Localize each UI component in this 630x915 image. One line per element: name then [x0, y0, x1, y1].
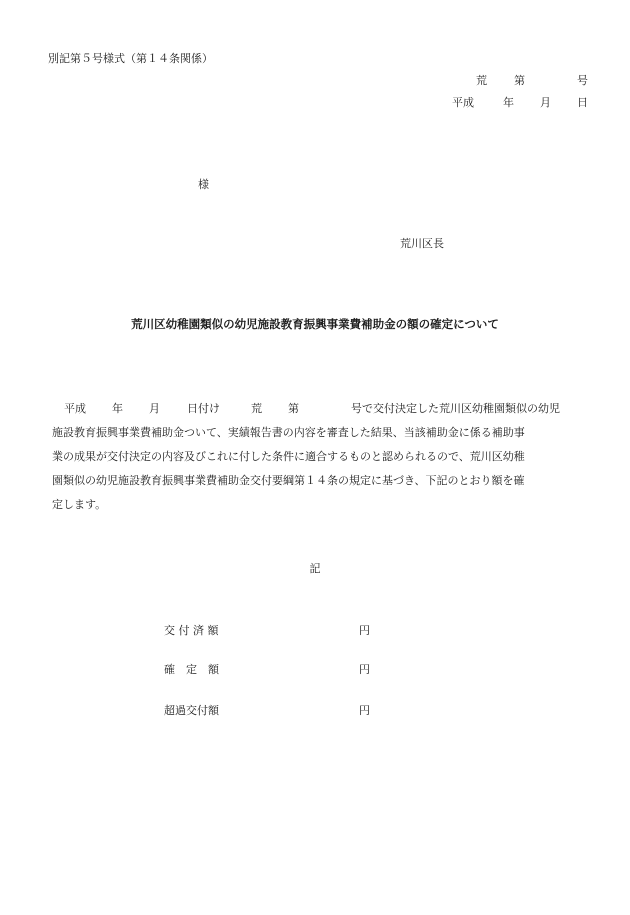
issuer: 荒川区長 — [400, 237, 444, 250]
body-line-5: 定します。 — [52, 498, 107, 511]
amount-label-confirmed: 確 定 額 — [164, 663, 219, 676]
reference-dai: 第 — [514, 74, 525, 87]
amount-label-excess: 超過交付額 — [164, 704, 219, 717]
date-year: 年 — [503, 96, 514, 109]
body-era: 平成 — [64, 402, 86, 415]
date-day: 日 — [577, 96, 588, 109]
amount-unit-excess: 円 — [359, 704, 370, 717]
date-era: 平成 — [452, 96, 474, 109]
body-line-3: 業の成果が交付決定の内容及びこれに付した条件に適合するものと認められるので、荒川区幼稚 — [52, 450, 525, 463]
amount-unit-paid: 円 — [359, 624, 370, 637]
document-title: 荒川区幼稚園類似の幼児施設教育振興事業費補助金の額の確定について — [131, 317, 499, 331]
body-paragraph — [52, 397, 592, 517]
form-label: 別記第５号様式（第１４条関係） — [48, 52, 213, 65]
addressee: 様 — [198, 178, 209, 191]
body-line-4: 園類似の幼児施設教育振興事業費補助金交付要綱第１４条の規定に基づき、下記のとおり額を確 — [52, 474, 525, 487]
body-year: 年 — [112, 402, 123, 415]
body-prefix: 荒 — [251, 402, 262, 415]
reference-go: 号 — [577, 74, 588, 87]
body-line-1 — [52, 397, 592, 421]
body-dai: 第 — [288, 402, 299, 415]
ki-heading: 記 — [309, 562, 321, 575]
body-month: 月 — [149, 402, 160, 415]
body-line-2: 施設教育振興事業費補助金ついて、実績報告書の内容を審査した結果、当該補助金に係る補助事 — [52, 426, 525, 439]
body-dated: 日付け — [187, 402, 220, 415]
date-month: 月 — [540, 96, 551, 109]
reference-prefix: 荒 — [476, 74, 487, 87]
amount-unit-confirmed: 円 — [359, 663, 370, 676]
amount-label-paid: 交 付 済 額 — [164, 624, 219, 637]
body-rest: 号で交付決定した荒川区幼稚園類似の幼児 — [351, 402, 560, 415]
